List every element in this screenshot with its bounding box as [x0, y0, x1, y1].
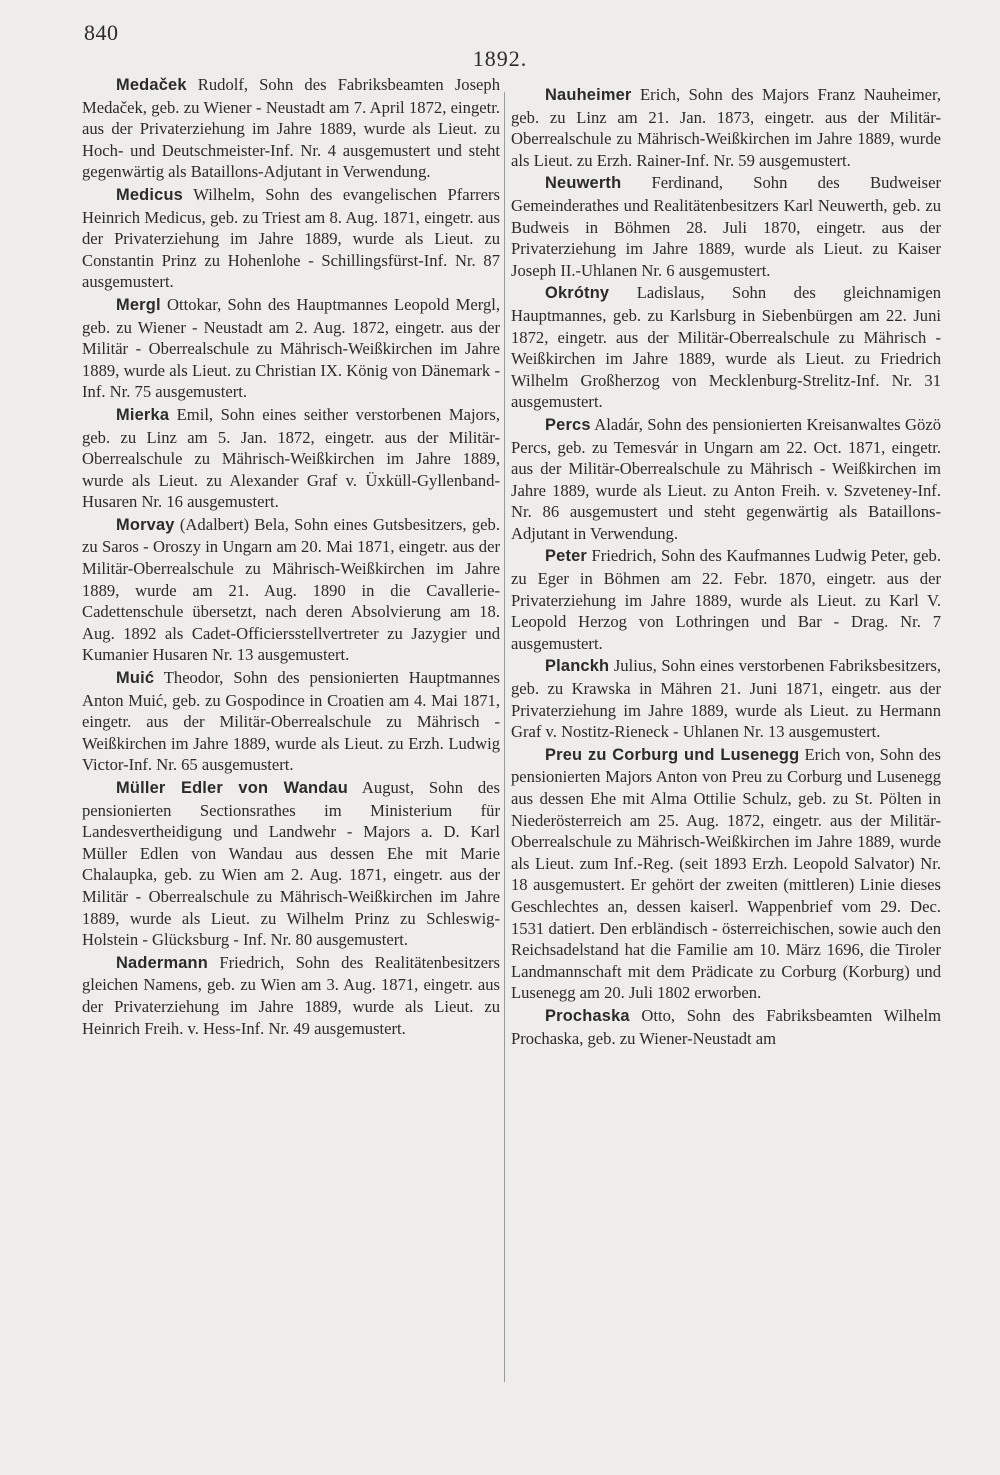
- entry-text: Erich, Sohn des Majors Franz Nauheimer, geb. zu Linz am 21. Jan. 1873, eingetr. aus der Militär-Oberrealschule zu Mährisch-Weißkirchen im Jahre 1889, wurde als Lieut. zu Erzh. Rainer-Inf. Nr. 59 ausgemustert.: [511, 85, 941, 170]
- entry-surname: Prochaska: [545, 1006, 630, 1025]
- entry-text: Friedrich, Sohn des Realitätenbesitzers gleichen Namens, geb. zu Wien am 3. Aug. 1871, eingetr. aus der Privaterziehung im Jahre 1889, wurde als Lieut. zu Heinrich Freih. v. Hess-Inf. Nr. 49 ausgemustert.: [82, 952, 500, 1038]
- column-divider: [504, 92, 505, 1382]
- entry: [511, 655, 941, 742]
- entry-text: Ferdinand, Sohn des Budweiser Gemeinderathes und Realitätenbesitzers Karl Neuwerth, geb. zu Budweis in Böhmen 28. Juli 1870, eingetr. aus der Privaterziehung im Jahre 1889, wurde als Lieut. zu Kaiser Joseph II.-Uhlanen Nr. 6 ausgemustert.: [511, 173, 941, 280]
- page-number: 840: [84, 20, 119, 45]
- year-header: 1892.: [472, 46, 528, 71]
- entry-surname: Okrótny: [545, 284, 610, 303]
- entry: [82, 294, 500, 403]
- entry: [82, 514, 500, 666]
- entry-surname: Mierka: [116, 405, 170, 424]
- entry-text: (Adalbert) Bela, Sohn eines Gutsbesitzers, geb. zu Saros - Oroszy in Ungarn am 20. Mai 1871, eingetr. aus der Militär-Oberrealschule zu Mährisch-Weißkirchen im Jahre 1889, wurde am 21. Aug. 1890 in die Cavallerie-Cadettenschule übersetzt, nach deren Absolvierung am 18. Aug. 1892 als Cadet-Officiersstellvertreter zu Jazygier und Kumanier Husaren Nr. 13 ausgemustert.: [82, 514, 500, 665]
- entry-text: Julius, Sohn eines verstorbenen Fabriksbesitzers, geb. zu Krawska in Mähren 21. Juni 1871, eingetr. aus der Privaterziehung im Jahre 1889, wurde als Lieut. zu Hermann Graf v. Nostitz-Rieneck - Uhlanen Nr. 13 ausgemustert.: [511, 656, 941, 742]
- entry: [82, 404, 500, 513]
- entry-text: Theodor, Sohn des pensionierten Hauptmannes Anton Muić, geb. zu Gospodince in Croatien am 4. Mai 1871, eingetr. aus der Militär-Oberrealschule zu Mährisch - Weißkirchen im Jahre 1889, wurde als Lieut. zu Erzh. Ludwig Victor-Inf. Nr. 65 ausgemustert.: [82, 668, 500, 775]
- entry-surname: Peter: [545, 547, 588, 566]
- entry-text: Wilhelm, Sohn des evangelischen Pfarrers Heinrich Medicus, geb. zu Triest am 8. Aug. 1871, eingetr. aus der Privaterziehung im Jahre 1889, wurde als Lieut. zu Constantin Prinz zu Hohenlohe - Schillingsfürst-Inf. Nr. 87 ausgemustert.: [82, 184, 500, 292]
- entry-surname: Morvay: [116, 515, 175, 534]
- entry-surname: Planckh: [545, 657, 610, 676]
- right-column: [511, 84, 941, 1050]
- entry: [511, 84, 941, 171]
- entry-text: August, Sohn des pensionierten Sectionsrathes im Ministerium für Landesvertheidigung und Landwehr - Majors a. D. Karl Müller Edlen von Wandau aus dessen Ehe mit Marie Chalaupka, geb. zu Wien am 2. Aug. 1871, eingetr. aus der Militär - Oberrealschule zu Mährisch-Weißkirchen im Jahre 1889, wurde als Lieut. zu Wilhelm Prinz zu Schleswig-Holstein - Glücksburg - Inf. Nr. 80 ausgemustert.: [82, 778, 500, 950]
- entry: [511, 545, 941, 654]
- entry: [82, 184, 500, 293]
- entry-text: Rudolf, Sohn des Fabriksbeamten Joseph Medaček, geb. zu Wiener - Neustadt am 7. April 1872, eingetr. aus der Privaterziehung im Jahre 1889, wurde als Lieut. zu Hoch- und Deutschmeister-Inf. Nr. 4 ausgemustert und steht gegenwärtig als Bataillons-Adjutant in Verwendung.: [82, 75, 500, 182]
- entry-surname: Nadermann: [116, 953, 208, 972]
- entry: [511, 282, 941, 413]
- entry: [82, 952, 500, 1039]
- entry-surname: Percs: [545, 415, 591, 434]
- entry-text: Friedrich, Sohn des Kaufmannes Ludwig Peter, geb. zu Eger in Böhmen am 22. Febr. 1870, eingetr. aus der Privaterziehung im Jahre 1889, wurde als Lieut. zu Karl V. Leopold Herzog von Lothringen und Bar - Drag. Nr. 7 ausgemustert.: [511, 546, 941, 653]
- entry-text: Aladár, Sohn des pensionierten Kreisanwaltes Gözö Percs, geb. zu Temesvár in Ungarn am 22. Oct. 1871, eingetr. aus der Militär-Oberrealschule zu Mährisch - Weißkirchen im Jahre 1889, wurde als Lieut. zu Anton Freih. v. Szveteney-Inf. Nr. 86 ausgemustert und steht gegenwärtig als Bataillons-Adjutant in Verwendung.: [511, 414, 941, 543]
- entry-surname: Preu zu Corburg und Lusenegg: [545, 745, 800, 764]
- entry-surname: Mergl: [116, 295, 161, 314]
- entry-surname: Muić: [116, 669, 155, 688]
- entry-surname: Neuwerth: [545, 174, 622, 193]
- entry: [511, 1005, 941, 1049]
- entry-surname: Nauheimer: [545, 86, 632, 104]
- entry-surname: Müller Edler von Wandau: [116, 779, 348, 797]
- entry: [511, 172, 941, 281]
- entry-surname: Medicus: [116, 185, 183, 204]
- entry: [511, 744, 941, 1004]
- left-column: [82, 74, 500, 1040]
- entry: [82, 74, 500, 183]
- entry-text: Emil, Sohn eines seither verstorbenen Majors, geb. zu Linz am 5. Jan. 1872, eingetr. aus der Militär-Oberrealschule zu Mährisch-Weißkirchen im Jahre 1889, wurde als Lieut. zu Alexander Graf v. Üxküll-Gyllenband-Husaren Nr. 16 ausgemustert.: [82, 404, 500, 512]
- entry-text: Otto, Sohn des Fabriksbeamten Wilhelm Prochaska, geb. zu Wiener-Neustadt am: [511, 1005, 941, 1048]
- entry: [82, 777, 500, 951]
- entry-surname: Medaček: [116, 76, 187, 94]
- entry-text: Ottokar, Sohn des Hauptmannes Leopold Mergl, geb. zu Wiener - Neustadt am 2. Aug. 1872, eingetr. aus der Militär - Oberrealschule zu Mährisch-Weißkirchen im Jahre 1889, wurde als Lieut. zu Christian IX. König von Dänemark - Inf. Nr. 75 ausgemustert.: [82, 294, 500, 402]
- entry: [511, 414, 941, 545]
- entry-text: Ladislaus, Sohn des gleichnamigen Hauptmannes, geb. zu Karlsburg in Siebenbürgen am 22. Juni 1872, eingetr. aus der Militär-Oberrealschule zu Mährisch - Weißkirchen im Jahre 1889, wurde als Lieut. zu Friedrich Wilhelm Großherzog von Mecklenburg-Strelitz-Inf. Nr. 31 ausgemustert.: [511, 283, 941, 412]
- entry-text: Erich von, Sohn des pensionierten Majors Anton von Preu zu Corburg und Lusenegg aus dessen Ehe mit Alma Ottilie Schulz, geb. zu St. Pölten in Niederösterreich am 25. Aug. 1872, eingetr. aus der Militär-Oberrealschule zu Mährisch-Weißkirchen im Jahre 1889, wurde als Lieut. zum Inf.-Reg. (seit 1893 Erzh. Leopold Salvator) Nr. 18 ausgemustert. Er gehört der zweiten (mittleren) Linie dieses Geschlechtes an, dessen kaiserl. Wappenbrief vom 29. Dec. 1531 datiert. Den erbländisch - österreichischen, sowie auch den Reichsadelstand hat die Familie am 10. März 1696, die Tiroler Landmannschaft mit dem Prädicate zu Corburg (Korburg) und Lusenegg am 20. Juli 1802 erworben.: [511, 744, 941, 1003]
- entry: [82, 667, 500, 776]
